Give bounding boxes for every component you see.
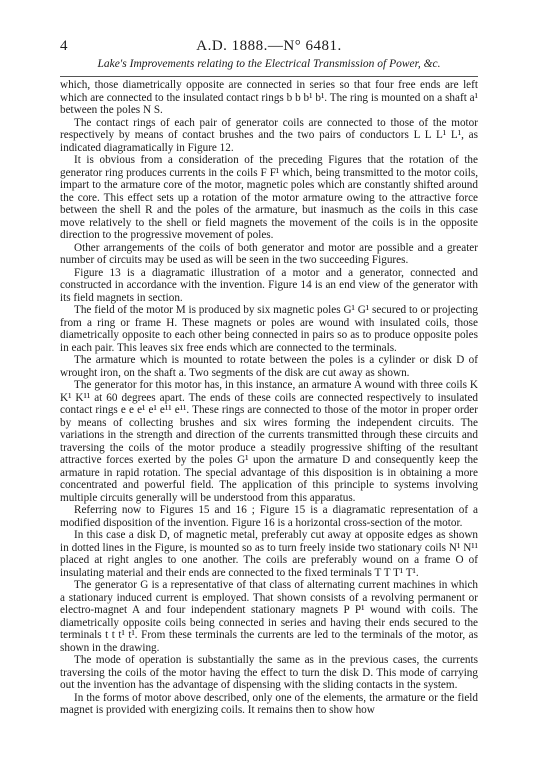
paragraph: The field of the motor M is produced by six magnetic poles G¹ G¹ secured to or projecting from a ring or frame H. These magnets or poles are wound with insulated coils, those diametrically opposite to each other being connected in pairs so as to produce opposite poles in each pair. This leaves six free ends which are connected to the terminals. xyxy=(60,304,478,354)
paragraph: The generator for this motor has, in this instance, an armature A wound with three coils K K¹ K¹¹ at 60 degrees apart. The ends of these coils are connected respectively to insulated contact rings e e e¹ e¹ e¹¹ e¹¹. These rings are connected to those of the motor in proper order by means of collecting brushes and six wires forming the independent circuits. The variations in the strength and direction of the currents transmitted through these circuits and traversing the coils of the motor produce a steadily progressive shifting of the resultant attractive forces exerted by the poles G¹ upon the armature D and consequently keep the armature in rapid rotation. The special advantage of this disposition is in obtaining a more concentrated and powerful field. The application of this principle to systems involving multiple circuits generally will be understood from this apparatus. xyxy=(60,379,478,504)
paragraph: It is obvious from a consideration of the preceding Figures that the rotation of the generator ring produces currents in the coils F F¹ which, being transmitted to the motor coils, impart to the armature core of the motor, magnetic poles which are constantly shifted around the core. This effect sets up a rotation of the motor armature owing to the attractive force between the shell R and the poles of the armature, but inasmuch as the coils in this case move relatively to the shell or field magnets the movement of the coils is in the opposite direction to the progressive movement of poles. xyxy=(60,154,478,241)
page-number: 4 xyxy=(60,38,68,54)
paragraph: The contact rings of each pair of generator coils are connected to those of the motor respectively by means of contact brushes and the two pairs of conductors L L L¹ L¹, as indicated diagramatically in Figure 12. xyxy=(60,116,478,154)
paragraph: Figure 13 is a diagramatic illustration of a motor and a generator, connected and constructed in accordance with the invention. Figure 14 is an end view of the generator with its field magnets in section. xyxy=(60,266,478,304)
paragraph: In the forms of motor above described, only one of the elements, the armature or the field magnet is provided with energizing coils. It remains then to show how xyxy=(60,691,478,716)
paragraph: In this case a disk D, of magnetic metal, preferably cut away at opposite edges as shown in dotted lines in the Figure, is mounted so as to turn freely inside two stationary coils N¹ N¹¹ placed at right angles to one another. The coils are preferably wound on a frame O of insulating material and their ends are connected to the fixed terminals T T T¹ T¹. xyxy=(60,529,478,579)
page-title: A.D. 1888.—N° 6481. xyxy=(196,38,342,54)
running-head: Lake's Improvements relating to the Electrical Transmission of Power, &c. xyxy=(97,58,441,70)
paragraph: The mode of operation is substantially the same as in the previous cases, the currents traversing the coils of the motor having the effect to turn the disk D. This mode of carrying out the invention has the advantage of dispensing with the sliding contacts in the system. xyxy=(60,654,478,691)
paragraph: which, those diametrically opposite are connected in series so that four free ends are left which are connected to the insulated contact rings b b b¹ b¹. The ring is mounted on a shaft a¹ between the poles N S. xyxy=(60,79,478,116)
header-rule xyxy=(60,76,478,77)
paragraph: The armature which is mounted to rotate between the poles is a cylinder or disk D of wrought iron, on the shaft a. Two segments of the disk are cut away as shown. xyxy=(60,354,478,379)
body-text xyxy=(60,79,478,717)
paragraph: Other arrangements of the coils of both generator and motor are possible and a greater number of circuits may be used as will be seen in the two succeeding Figures. xyxy=(60,241,478,266)
paragraph: The generator G is a representative of that class of alternating current machines in which a stationary induced current is employed. That shown consists of a revolving permanent or electro-magnet A and four independent stationary magnets P P¹ wound with coils. The diametrically opposite coils being connected in series and having their ends secured to the terminals t t t¹ t¹. From these terminals the currents are led to the terminals of the motor, as shown in the drawing. xyxy=(60,579,478,654)
paragraph: Referring now to Figures 15 and 16 ; Figure 15 is a diagramatic representation of a modified disposition of the invention. Figure 16 is a horizontal cross-section of the motor. xyxy=(60,504,478,529)
